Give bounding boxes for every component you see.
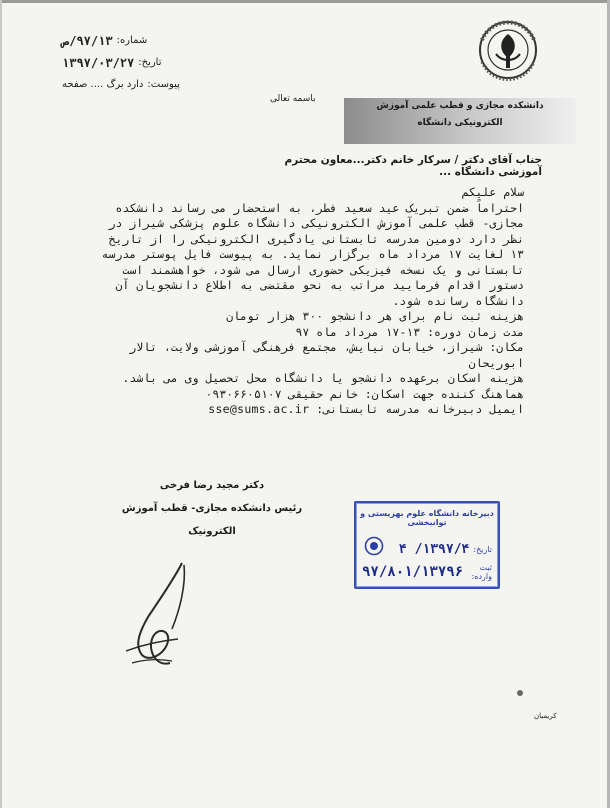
scan-edge-top [0,0,610,3]
stamp-date-label: تاریخ: [473,545,492,554]
scan-spot [517,690,523,696]
university-name-line1: دانشکده مجازی و قطب علمی آموزش [376,101,544,111]
letter-date-label: تاریخ: [138,57,162,68]
footer-note: کریمیان [534,712,557,720]
registration-stamp [354,501,500,589]
contact-line: هماهنگ کننده جهت اسکان: خانم حقیقی ۰۹۳۰۶۶۰۵۱۰۷ [205,386,524,401]
period-line: مدت زمان دوره: ۱۳-۱۷ مرداد ماه ۹۷ [295,324,524,339]
letter-meta [62,30,262,96]
email-line: ایمیل دبیرخانه مدرسه تابستانی: sse@sums.ac.ir [208,402,524,416]
university-logo-icon [462,10,554,96]
university-name [348,98,572,132]
recipient-line: جناب آقای دکتر / سرکار خانم دکتر...معاون محترم آموزشی دانشگاه ... [284,154,542,178]
letter-number-row [62,30,262,52]
letter-number-label: شماره: [116,35,148,46]
stamp-registration-value: ۹۷/۸۰۱/۱۳۷۹۶ [362,564,464,580]
letter-body [96,185,524,418]
letter-attachment-label: پیوست: [147,79,180,90]
accommodation-line: هزینه اسکان برعهده دانشجو یا دانشگاه محل تحصیل وی می باشد. [122,371,524,385]
handwritten-signature-icon [112,555,222,675]
stamp-registration-row [362,563,492,581]
fee-line: هزینه ثبت نام برای هر دانشجو ۳۰۰ هزار تومان [226,309,524,323]
letter-attachment-row [62,74,262,96]
stamp-date-row [362,542,492,557]
letter-number-value: ۹۷/۱۳/ص [62,34,113,48]
signer-title: رئیس دانشکده مجازی- قطب آموزش الکترونیک [121,503,303,537]
body-paragraph: احتراماً ضمن تبریک عید سعید فطر، به استحضار می رساند دانشکده مجازی- قطب علمی آموزش الکترونیکی دانشگاه علوم پزشکی شیراز در نظر دارد دومین مدرسه تابستانی یادگیری الکترونیکی را از تاریخ ۱۳ لغایت ۱۷ مرداد ماه برگزار نماید. به پیوست فایل پوستر مدرسه تابستانی و یک نسخه فیزیکی حضوری ارسال می شود، خواهشمند است دستور اقدام فرمایید مراتب به نحو مقتضی به اطلاع دانشجویان آن دانشگاه رسانده شود. [101,200,524,308]
letter-date-value: ۱۳۹۷/۰۳/۲۷ [62,56,135,70]
letter-date-row [62,52,262,74]
signature-block [120,474,304,543]
letter-attachment-value: دارد برگ .... صفحه [62,79,144,90]
stamp-title: دبیرخانه دانشگاه علوم بهزیستی و توانبخشی [360,509,494,527]
place-line: مکان: شیراز، خیابان نیایش، مجتمع فرهنگی آموزشی ولایت، تالار ابوریحان [129,340,524,370]
stamp-date-value: ۱۳۹۷/۴/ ۴ [398,542,470,557]
stamp-registration-label: ثبت وارده: [471,563,492,581]
signer-name: دکتر مجید رضا فرخی [159,480,265,491]
university-name-line2: الکترونیکی دانشگاه [417,118,503,128]
greeting: سلام علیکم [461,185,524,199]
basmala-heading: باسمه تعالی [270,94,316,104]
scan-edge-left [0,0,2,808]
